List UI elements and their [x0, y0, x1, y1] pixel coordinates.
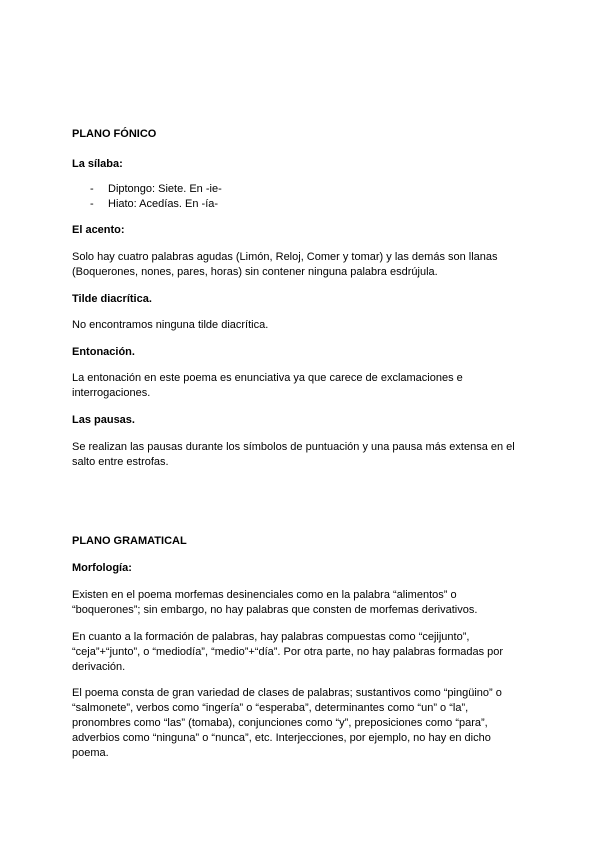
heading-acento: El acento: — [72, 224, 125, 236]
text-line: “ceja”+“junto”, o “mediodía”, “medio”+“día”. Por otra parte, no hay palabras formadas por — [72, 646, 504, 658]
heading-morfologia: Morfología: — [72, 562, 132, 574]
text-line: derivación. — [72, 661, 126, 673]
list-item-diptongo: Diptongo: Siete. En -ie- — [108, 183, 222, 195]
list-item-hiato: Hiato: Acedías. En -ía- — [108, 198, 219, 210]
heading-tilde: Tilde diacrítica. — [72, 293, 152, 305]
heading-pausas: Las pausas. — [72, 414, 135, 426]
text-line: pronombres como “las” (tomaba), conjunciones como “y”, preposiciones como “para”, — [72, 717, 488, 729]
text-line: “salmonete”, verbos como “ingería” o “esperaba”, determinantes como “un” o “la”, — [72, 702, 469, 714]
text-line: interrogaciones. — [72, 387, 151, 399]
text-line: En cuanto a la formación de palabras, hay palabras compuestas como “cejijunto”, — [72, 631, 470, 643]
text-line: Existen en el poema morfemas desinenciales como en la palabra “alimentos” o — [72, 589, 457, 601]
text-line: El poema consta de gran variedad de clases de palabras; sustantivos como “pingüino” o — [72, 687, 502, 699]
text-line: (Boquerones, nones, pares, horas) sin contener ninguna palabra esdrújula. — [72, 266, 438, 278]
text-line: salto entre estrofas. — [72, 456, 169, 468]
text-line: “boquerones”; sin embargo, no hay palabras que consten de morfemas derivativos. — [72, 604, 478, 616]
text-line: La entonación en este poema es enunciativa ya que carece de exclamaciones e — [72, 372, 463, 384]
section-title-plano-gramatical: PLANO GRAMATICAL — [72, 535, 187, 547]
text-line: Solo hay cuatro palabras agudas (Limón, Reloj, Comer y tomar) y las demás son llanas — [72, 251, 498, 263]
text-line: Se realizan las pausas durante los símbolos de puntuación y una pausa más extensa en el — [72, 441, 515, 453]
bullet-dash: - — [90, 198, 94, 210]
section-title-plano-fonico: PLANO FÓNICO — [72, 128, 157, 140]
heading-entonacion: Entonación. — [72, 346, 135, 358]
text-line: adverbios como “ninguna” o “nunca”, etc. Interjecciones, por ejemplo, no hay en dicho — [72, 732, 491, 744]
bullet-dash: - — [90, 183, 94, 195]
heading-silaba: La sílaba: — [72, 158, 123, 170]
text-line: poema. — [72, 747, 109, 759]
text-line: No encontramos ninguna tilde diacrítica. — [72, 319, 269, 331]
